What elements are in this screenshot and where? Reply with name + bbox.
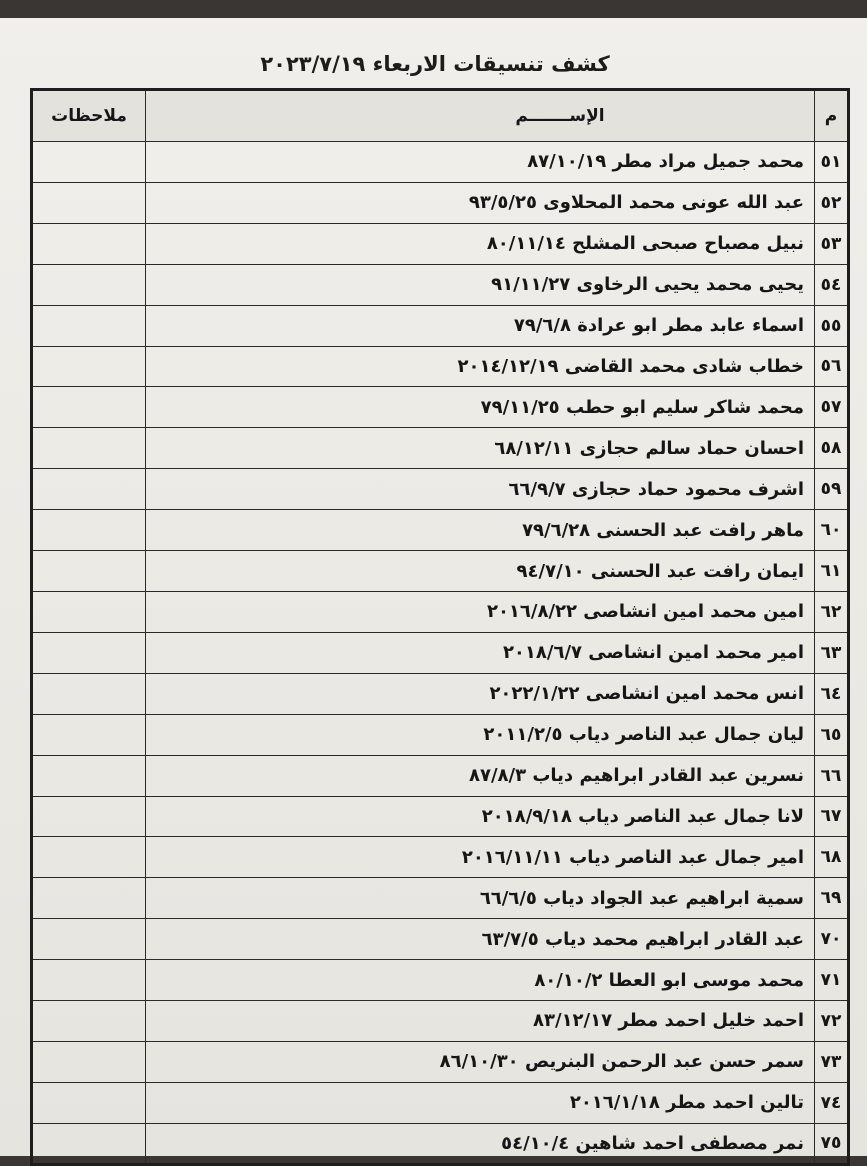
table-row [32,796,849,837]
row-name: احمد خليل احمد مطر ٨٣/١٢/١٧ [146,1001,815,1042]
row-notes [32,755,146,796]
row-number: ٥٦ [815,346,849,387]
row-notes [32,919,146,960]
row-number: ٥٨ [815,428,849,469]
table-row [32,264,849,305]
table-row [32,1082,849,1123]
row-name: سمية ابراهيم عبد الجواد دياب ٦٦/٦/٥ [146,878,815,919]
row-name: امير جمال عبد الناصر دياب ٢٠١٦/١١/١١ [146,837,815,878]
row-number: ٥٢ [815,182,849,223]
table-row [32,510,849,551]
row-notes [32,510,146,551]
row-number: ٦٦ [815,755,849,796]
row-name: ماهر رافت عبد الحسنى ٧٩/٦/٢٨ [146,510,815,551]
row-name: لانا جمال عبد الناصر دياب ٢٠١٨/٩/١٨ [146,796,815,837]
row-notes [32,387,146,428]
row-number: ٦٣ [815,632,849,673]
row-number: ٥٥ [815,305,849,346]
header-number: م [815,90,849,142]
table-header-row [32,90,849,142]
row-name: اسماء عابد مطر ابو عرادة ٧٩/٦/٨ [146,305,815,346]
table-row [32,1041,849,1082]
row-name: عبد القادر ابراهيم محمد دياب ٦٣/٧/٥ [146,919,815,960]
row-name: نمر مصطفى احمد شاهين ٥٤/١٠/٤ [146,1123,815,1164]
table-row [32,346,849,387]
row-name: محمد جميل مراد مطر ٨٧/١٠/١٩ [146,142,815,183]
row-notes [32,673,146,714]
row-name: نسرين عبد القادر ابراهيم دياب ٨٧/٨/٣ [146,755,815,796]
table-row [32,387,849,428]
table-row [32,1123,849,1164]
row-name: تالين احمد مطر ٢٠١٦/١/١٨ [146,1082,815,1123]
table-row [32,673,849,714]
table-row [32,919,849,960]
row-number: ٥٧ [815,387,849,428]
row-number: ٥٩ [815,469,849,510]
row-number: ٥١ [815,142,849,183]
row-notes [32,182,146,223]
document-title: كشف تنسيقات الاربعاء ٢٠٢٣/٧/١٩ [260,52,610,76]
row-name: نبيل مصباح صبحى المشلح ٨٠/١١/١٤ [146,223,815,264]
table-body [32,142,849,1165]
row-name: احسان حماد سالم حجازى ٦٨/١٢/١١ [146,428,815,469]
row-notes [32,1041,146,1082]
row-number: ٧٣ [815,1041,849,1082]
row-name: ايمان رافت عبد الحسنى ٩٤/٧/١٠ [146,551,815,592]
row-name: سمر حسن عبد الرحمن البنريص ٨٦/١٠/٣٠ [146,1041,815,1082]
row-notes [32,551,146,592]
row-name: يحيى محمد يحيى الرخاوى ٩١/١١/٢٧ [146,264,815,305]
row-notes [32,837,146,878]
table-row [32,837,849,878]
row-number: ٥٣ [815,223,849,264]
row-name: خطاب شادى محمد القاضى ٢٠١٤/١٢/١٩ [146,346,815,387]
row-notes [32,428,146,469]
table-row [32,1001,849,1042]
row-number: ٦١ [815,551,849,592]
table-row [32,223,849,264]
table-row [32,428,849,469]
row-number: ٧٥ [815,1123,849,1164]
row-notes [32,223,146,264]
row-notes [32,469,146,510]
row-notes [32,346,146,387]
row-notes [32,591,146,632]
row-notes [32,1001,146,1042]
row-number: ٧٤ [815,1082,849,1123]
row-notes [32,632,146,673]
row-name: محمد موسى ابو العطا ٨٠/١٠/٢ [146,960,815,1001]
row-number: ٦٧ [815,796,849,837]
header-notes: ملاحظات [32,90,146,142]
row-number: ٦٩ [815,878,849,919]
row-number: ٥٤ [815,264,849,305]
table-row [32,551,849,592]
row-notes [32,305,146,346]
row-name: محمد شاكر سليم ابو حطب ٧٩/١١/٢٥ [146,387,815,428]
table-row [32,755,849,796]
row-number: ٧٠ [815,919,849,960]
table-row [32,878,849,919]
table-row [32,591,849,632]
table-row [32,632,849,673]
row-notes [32,1123,146,1164]
row-notes [32,960,146,1001]
row-name: ليان جمال عبد الناصر دياب ٢٠١١/٢/٥ [146,714,815,755]
document-page [0,18,867,1156]
header-name: الإســـــــم [146,90,815,142]
row-name: اشرف محمود حماد حجازى ٦٦/٩/٧ [146,469,815,510]
table-row [32,469,849,510]
row-name: امين محمد امين انشاصى ٢٠١٦/٨/٢٢ [146,591,815,632]
table-row [32,142,849,183]
row-number: ٦٨ [815,837,849,878]
table-row [32,960,849,1001]
row-number: ٦٥ [815,714,849,755]
row-number: ٧٢ [815,1001,849,1042]
row-number: ٧١ [815,960,849,1001]
table-row [32,714,849,755]
row-number: ٦٠ [815,510,849,551]
row-notes [32,714,146,755]
row-name: امير محمد امين انشاصى ٢٠١٨/٦/٧ [146,632,815,673]
row-notes [32,264,146,305]
row-name: انس محمد امين انشاصى ٢٠٢٢/١/٢٢ [146,673,815,714]
table-row [32,182,849,223]
row-number: ٦٤ [815,673,849,714]
row-number: ٦٢ [815,591,849,632]
row-name: عبد الله عونى محمد المحلاوى ٩٣/٥/٢٥ [146,182,815,223]
row-notes [32,142,146,183]
row-notes [32,796,146,837]
row-notes [32,1082,146,1123]
names-table [30,88,850,1166]
table-row [32,305,849,346]
row-notes [32,878,146,919]
